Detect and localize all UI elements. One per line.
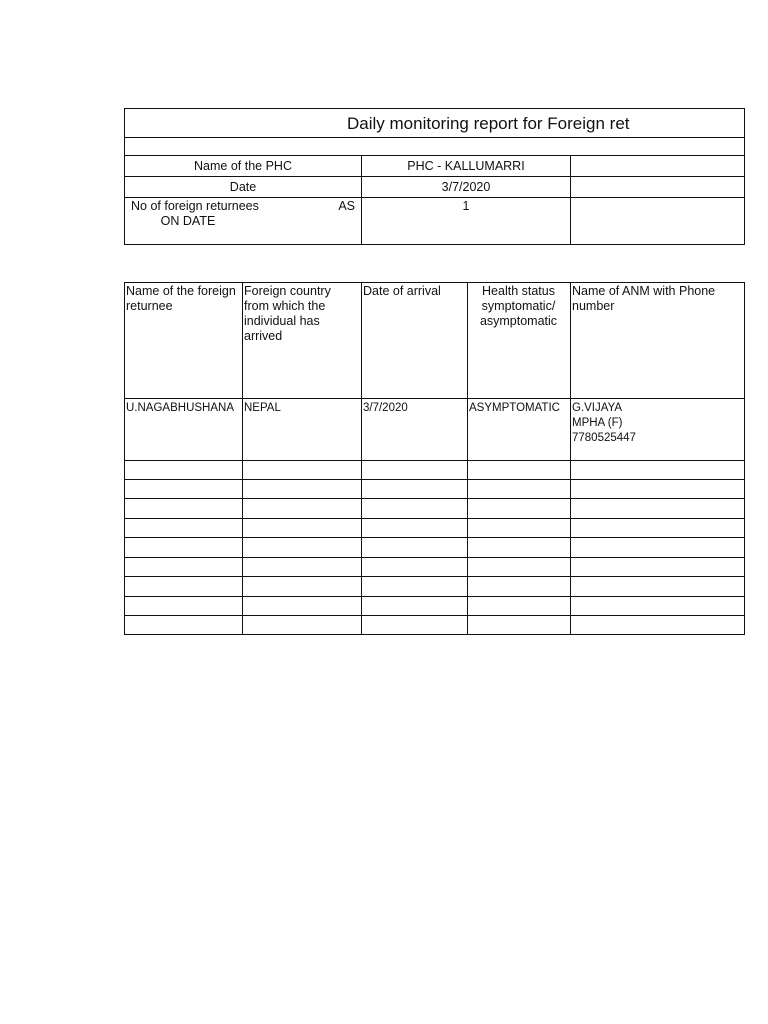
phc-value: PHC - KALLUMARRI [362, 156, 571, 177]
count-extra-cell [571, 198, 745, 245]
count-label-on-date: ON DATE [160, 214, 216, 228]
empty-row [125, 461, 745, 480]
empty-row [125, 577, 745, 597]
count-label-as: AS [338, 199, 355, 213]
blank-row [125, 138, 745, 156]
empty-row [125, 519, 745, 538]
header-health-status: Health status symptomatic/ asymptomatic [468, 283, 571, 399]
phc-label: Name of the PHC [125, 156, 362, 177]
empty-row [125, 558, 745, 577]
anm-phone: 7780525447 [572, 432, 636, 444]
date-extra-cell [571, 177, 745, 198]
header-returnee-name: Name of the foreign returnee [125, 283, 243, 399]
phc-extra-cell [571, 156, 745, 177]
table-header-row [125, 283, 745, 399]
date-value: 3/7/2020 [362, 177, 571, 198]
header-arrival-date: Date of arrival [362, 283, 468, 399]
cell-arrival-date: 3/7/2020 [362, 399, 468, 461]
empty-row [125, 480, 745, 499]
anm-designation: MPHA (F) [572, 417, 623, 429]
anm-name: G.VIJAYA [572, 402, 623, 414]
header-anm: Name of ANM with Phone number [571, 283, 745, 399]
cell-country: NEPAL [243, 399, 362, 461]
count-value: 1 [362, 198, 571, 245]
date-label: Date [125, 177, 362, 198]
cell-returnee-name: U.NAGABHUSHANA [125, 399, 243, 461]
count-label [125, 198, 362, 245]
count-label-text: No of foreign returnees [131, 199, 259, 213]
empty-row [125, 597, 745, 616]
empty-row [125, 538, 745, 558]
header-country: Foreign country from which the individual has arrived [243, 283, 362, 399]
table-row [125, 399, 745, 461]
cell-anm [571, 399, 745, 461]
report-header-table [124, 108, 745, 245]
report-title: Daily monitoring report for Foreign ret [125, 109, 745, 138]
returnee-table [124, 282, 745, 635]
cell-health-status: ASYMPTOMATIC [468, 399, 571, 461]
empty-row [125, 499, 745, 519]
empty-row [125, 616, 745, 635]
